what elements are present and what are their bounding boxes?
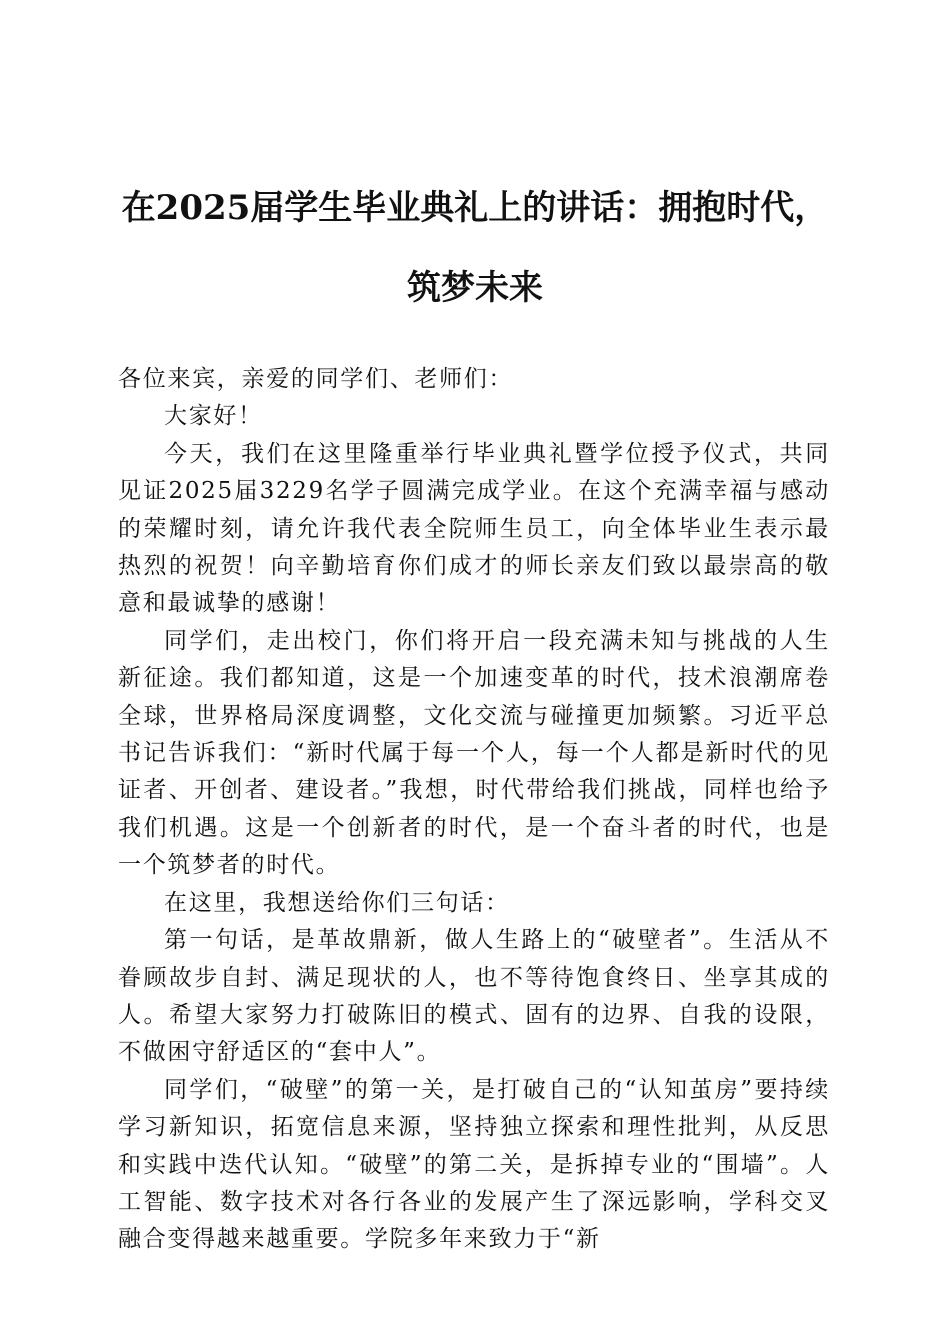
greeting: 大家好！ <box>164 403 263 430</box>
salutation: 各位来宾，亲爱的同学们、老师们： <box>118 366 514 392</box>
paragraph: 第一句话，是革故鼎新，做人生路上的“破壁者”。生活从不眷顾故步自封、满足现状的人，也不等待饱食终日、坐享其成的人。希望大家努力打破陈旧的模式、固有的边界、自我的设限，不做困守舒适区的“套中人”。 <box>118 927 830 1066</box>
document-title <box>100 168 850 328</box>
paragraph: 同学们，走出校门，你们将开启一段充满未知与挑战的人生新征途。我们都知道，这是一个加速变革的时代，技术浪潮席卷全球，世界格局深度调整，文化交流与碰撞更加频繁。习近平总书记告诉我们：“新时代属于每一个人，每一个人都是新时代的见证者、开创者、建设者。”我想，时代带给我们挑战，同样也给予我们机遇。这是一个创新者的时代，是一个奋斗者的时代，也是一个筑梦者的时代。 <box>118 627 830 879</box>
title-line-2: 筑梦未来 <box>407 268 543 308</box>
paragraph: 同学们，“破壁”的第一关，是打破自己的“认知茧房”要持续学习新知识，拓宽信息来源，坚持独立探索和理性批判，从反思和实践中迭代认知。“破壁”的第二关，是拆掉专业的“围墙”。人工智能、数字技术对各行各业的发展产生了深远影响，学科交叉融合变得越来越重要。学院多年来致力于“新 <box>118 1076 830 1253</box>
paragraph: 今天，我们在这里隆重举行毕业典礼暨学位授予仪式，共同见证2025届3229名学子圆满完成学业。在这个充满幸福与感动的荣耀时刻，请允许我代表全院师生员工，向全体毕业生表示最热烈的祝贺！向辛勤培育你们成才的师长亲友们致以最崇高的敬意和最诚挚的感谢！ <box>118 440 830 617</box>
paragraph: 在这里，我想送给你们三句话： <box>164 889 510 916</box>
title-line-1: 在2025届学生毕业典礼上的讲话：拥抱时代， <box>121 188 829 228</box>
document-body <box>118 361 830 1259</box>
